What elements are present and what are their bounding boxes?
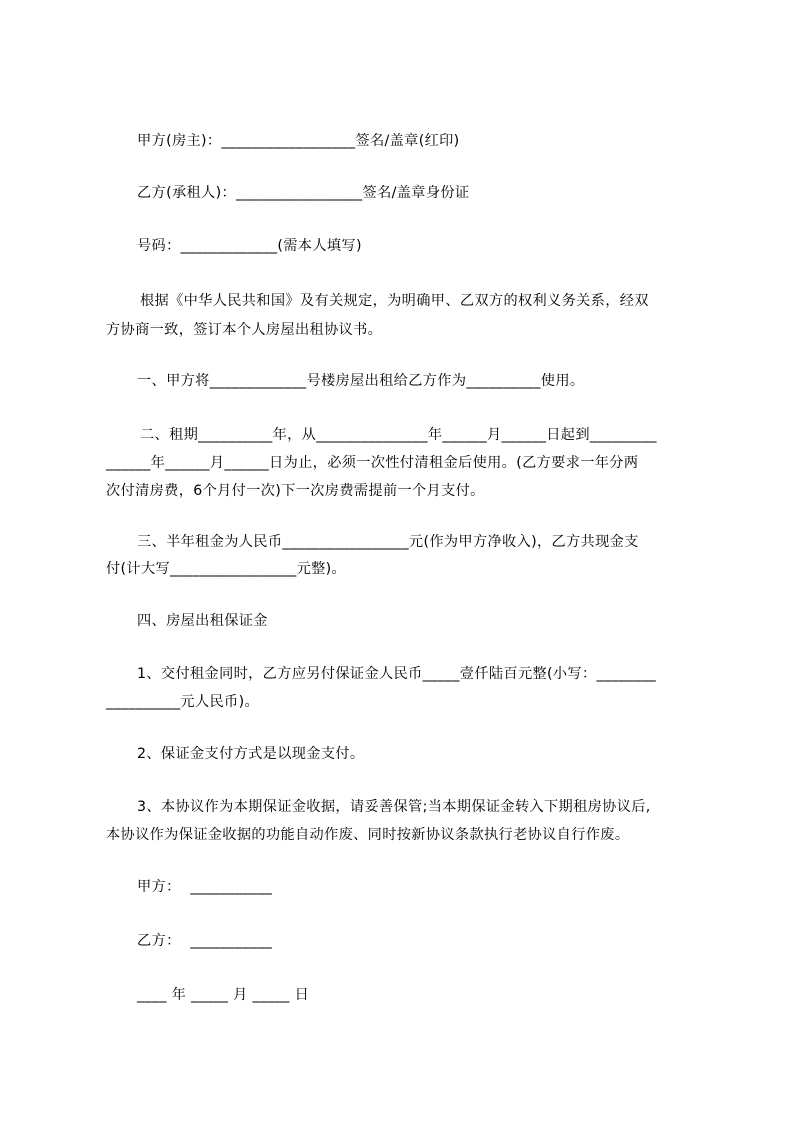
party-b-line: 乙方(承租人)：_________________签名/盖章身份证 <box>137 185 470 201</box>
clause-2-line-2: ______年______月______日为止，必须一次性付清租金后使用。(乙方要求一年分两 <box>106 455 639 471</box>
signature-party-b: 乙方： ___________ <box>137 933 273 949</box>
deposit-item-3-line-2: 本协议作为保证金收据的功能自动作废、同时按新协议条款执行老协议自行作废。 <box>106 827 630 843</box>
id-number-line: 号码：_____________(需本人填写) <box>137 238 362 254</box>
clause-3-line-2: 付(计大写_________________元整)。 <box>106 561 347 577</box>
deposit-item-2: 2、保证金支付方式是以现金支付。 <box>137 746 365 762</box>
clause-2-line-3: 次付清房费，6个月付一次)下一次房费需提前一个月支付。 <box>106 483 485 499</box>
clause-1: 一、甲方将_____________号楼房屋出租给乙方作为__________使用。 <box>137 373 585 389</box>
deposit-item-1-line-2: __________元人民币)。 <box>106 694 260 710</box>
date-line: ____ 年 _____ 月 _____ 日 <box>137 987 310 1003</box>
preamble-line-2: 方协商一致，签订本个人房屋出租协议书。 <box>106 322 383 338</box>
clause-3-line-1: 三、半年租金为人民币_________________元(作为甲方净收入)，乙方共现金支 <box>137 534 639 550</box>
deposit-item-3-line-1: 3、本协议作为本期保证金收据，请妥善保管;当本期保证金转入下期租房协议后, <box>137 799 651 815</box>
deposit-item-1-line-1: 1、交付租金同时，乙方应另付保证金人民币_____壹仟陆百元整(小写：________ <box>137 666 657 682</box>
signature-party-a: 甲方： ___________ <box>137 879 273 895</box>
clause-2-line-1: 二、租期__________年，从_______________年______月______日起到_________ <box>140 427 657 443</box>
clause-4-heading: 四、房屋出租保证金 <box>137 613 268 629</box>
party-a-line: 甲方(房主)：__________________签名/盖章(红印) <box>137 133 460 149</box>
preamble-line-1: 根据《中华人民共和国》及有关规定，为明确甲、乙双方的权利义务关系，经双 <box>140 293 649 309</box>
